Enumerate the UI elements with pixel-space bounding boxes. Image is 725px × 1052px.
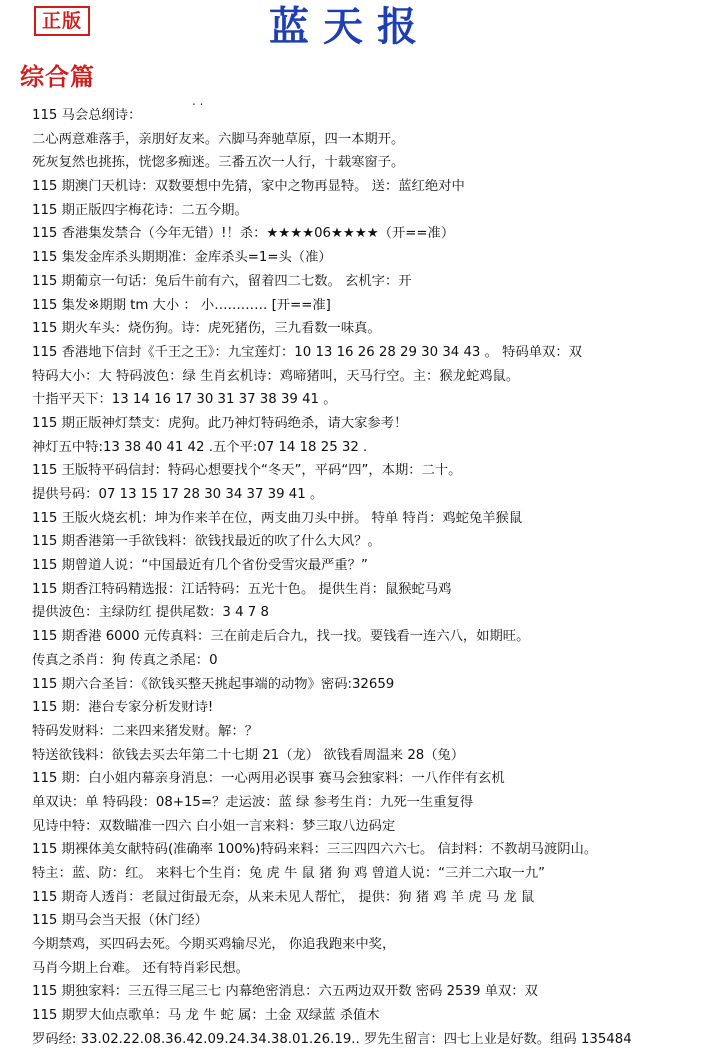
text-line: 115 期奇人透肖：老鼠过街最无奈，从来未见人帮忙， 提供：狗 猪 鸡 羊 虎 马 龙 鼠	[32, 889, 535, 905]
text-line: 115 期裸体美女献特码(准确率 100%)特码来料：三三四四六六七。 信封料：不教胡马渡阴山。	[32, 842, 598, 858]
text-line: 今期禁鸡，买四码去死。今期买鸡输尽光， 你追我跑来中奖，	[32, 937, 396, 953]
text-line: 115 期火车头：烧伤狗。诗：虎死猪伤，三九看数一味真。	[32, 321, 381, 337]
text-line: 神灯五中特:13 38 40 41 42 .五个平:07 14 18 25 32 .	[32, 439, 368, 455]
text-line: 115 期：白小姐内幕亲身消息：一心两用必误事 赛马会独家料：一八作伴有玄机	[32, 771, 505, 787]
section-heading: 综合篇	[20, 62, 95, 91]
text-line: 115 马会总纲诗：	[32, 108, 142, 123]
text-line: 115 期六合圣旨：《欲钱买整天挑起事端的动物》密码:32659	[32, 676, 395, 692]
text-line: 死灰复然也挑拣，恍惚多痴迷。三番五次一人行，十载寒窗子。	[32, 155, 405, 171]
text-line: 115 期香港第一手欲钱料：欲钱找最近的吹了什么大风？。	[32, 534, 381, 550]
text-line: 115 期正版四字梅花诗：二五今期。	[32, 202, 248, 218]
content-lines	[0, 104, 725, 1052]
genuine-badge: 正版	[34, 6, 90, 36]
dots-mark: . .	[192, 94, 204, 108]
text-line: 单双诀：单 特码段：08+15=？走运波：蓝 绿 参考生肖：九死一生重复得	[32, 794, 474, 810]
text-line: 115 集发※期期 tm 大小 ： 小………… [开==准]	[32, 297, 331, 313]
text-line: 提供波色：主绿防红 提供尾数：3 4 7 8	[32, 605, 269, 621]
text-line: 十指平天下：13 14 16 17 30 31 37 38 39 41 。	[32, 392, 337, 408]
text-line: 115 期：港台专家分析发财诗!	[32, 700, 214, 716]
text-line: 115 期独家料：三五得三尾三七 内幕绝密消息：六五两边双开数 密码 2539 单双：双	[32, 984, 538, 1000]
text-line: 115 期马会当天报（休门经）	[32, 913, 208, 929]
text-line: 115 集发金库杀头期期准：金库杀头=1=头（准）	[32, 250, 332, 266]
text-line: 见诗中特：双数瞄准一四六 白小姐一言来料：梦三取八边码定	[32, 818, 396, 834]
text-line: 特码发财料：二来四来猪发财。解：？	[32, 723, 259, 739]
text-line: 特主：蓝、防：红。 来料七个生肖：兔 虎 牛 鼠 猪 狗 鸡 曾道人说：“三并二六取一九”	[32, 866, 545, 881]
page-title: 蓝天报	[269, 3, 431, 50]
text-line: 115 王版特平码信封：特码心想要找个“冬天”，平码“四”，本期：二十。	[32, 463, 462, 479]
text-line: 特送欲钱料：欲钱去买去年第二十七期 21（龙） 欲钱看周温来 28（兔）	[32, 747, 465, 763]
text-line: 115 期澳门天机诗：双数要想中先猜，家中之物再显特。 送：蓝红绝对中	[32, 179, 465, 195]
text-line: 罗码经: 33.02.22.08.36.42.09.24.34.38.01.26.19.. 罗先生留言：四七上业是好数。组码 135484	[32, 1031, 632, 1047]
text-line: 115 期正版神灯禁支：虎狗。此乃神灯特码绝杀，请大家参考！	[32, 415, 408, 431]
text-line: 115 期葡京一句话：兔后牛前有六，留着四二七数。 玄机字：开	[32, 273, 412, 289]
text-line: 115 期香港 6000 元传真料：三在前走后合九，找一找。要钱看一连六八，如期旺。	[32, 629, 530, 645]
text-line: 二心两意难落手，亲朋好友来。六脚马奔驰草原，四一本期开。	[32, 131, 405, 147]
text-line: 115 王版火烧玄机：坤为作来羊在位，两支曲刀头中拼。 特单 特肖：鸡蛇兔羊猴鼠	[32, 510, 523, 526]
text-line: 115 期罗大仙点歌单：马 龙 牛 蛇 属：土金 双绿蓝 杀值木	[32, 1008, 380, 1024]
text-line: 115 香港集发禁合（今年无错）!！杀：★★★★06★★★★（开==准）	[32, 226, 455, 242]
text-line: 提供号码：07 13 15 17 28 30 34 37 39 41 。	[32, 487, 324, 502]
text-line: 115 香港地下信封《千王之王》：九宝莲灯：10 13 16 26 28 29 30 34 43 。 特码单双：双	[32, 344, 582, 360]
text-line: 115 期香江特码精选报：江话特码：五光十色。 提供生肖：鼠猴蛇马鸡	[32, 581, 452, 597]
text-line: 马肖今期上台难。 还有特肖彩民想。	[32, 960, 249, 976]
text-line: 特码大小：大 特码波色：绿 生肖玄机诗：鸡啼猪叫，天马行空。主：猴龙蛇鸡鼠。	[32, 368, 520, 384]
text-line: 115 期曾道人说：“中国最近有几个省份受雪灾最严重？”	[32, 558, 368, 574]
header	[0, 0, 725, 62]
text-line: 传真之杀肖：狗 传真之杀尾：0	[32, 652, 218, 668]
